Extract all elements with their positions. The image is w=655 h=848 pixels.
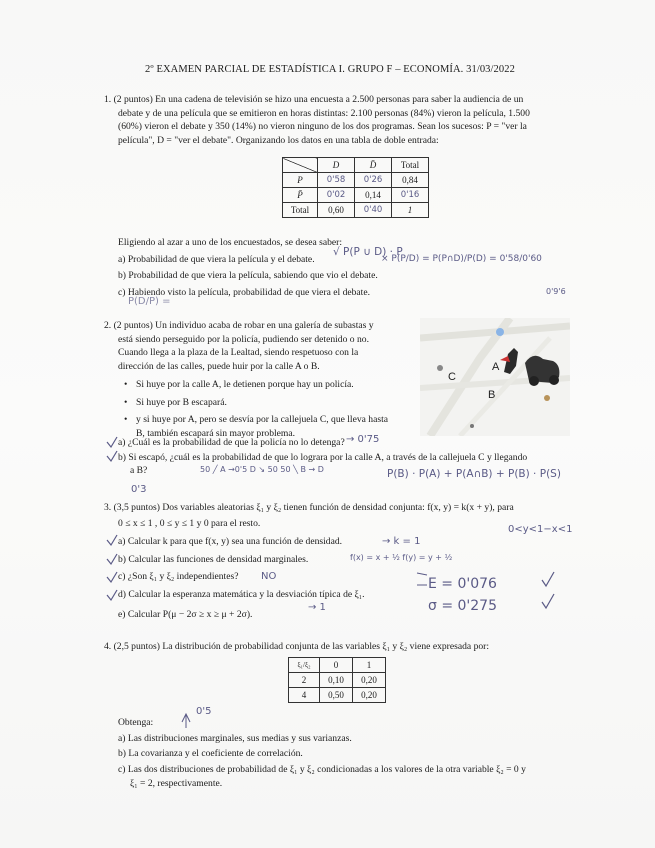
q1-note-a: √ P(P ∪ D) · P <box>333 246 403 258</box>
table-row <box>283 203 429 218</box>
q1-item-a: a) Probabilidad de que viera la película y el debate. <box>118 253 315 265</box>
q4-statement <box>104 640 489 654</box>
q4-obtenga: Obtenga: <box>118 717 154 728</box>
table-cell: 0,14 <box>355 188 392 203</box>
table-corner-cell <box>283 158 318 173</box>
q3-item-e: e) Calcular P(μ − 2σ ≥ x ≥ μ + 2σ). <box>118 608 253 620</box>
q3-note-b: f(x) = x + ½ f(y) = y + ½ <box>350 553 453 562</box>
q1-line: 1. (2 puntos) En una cadena de televisión se hizo una encuesta a 2.500 personas para saber la audiencia de un <box>104 94 524 105</box>
q2-bullet <box>104 378 388 392</box>
q2-line: está siendo perseguido por la policía, pudiendo ser detenido o no. <box>118 333 369 345</box>
q3-note-a: → k = 1 <box>382 536 421 547</box>
q2-bullet-text: Si huye por B escapará. <box>136 396 227 408</box>
q2-bullet <box>104 396 388 410</box>
q1-item-c: c) Habiendo visto la película, probabilidad de que viera el debate. <box>118 287 371 299</box>
q1-contingency-table <box>282 157 429 218</box>
q3-note-range: 0<y<1−x<1 <box>508 524 573 535</box>
q1-note-b-result: 0'9'6 <box>546 287 566 296</box>
q4-note-a: 0'5 <box>196 706 212 717</box>
q2-line: dirección de las calles, puede huir por la calle A o B. <box>118 361 320 373</box>
q2-bullet-text: Si huye por la calle A, le detienen porque hay un policía. <box>136 378 354 390</box>
q1-item-b: b) Probabilidad de que viera la película, sabiendo que vio el debate. <box>118 270 378 282</box>
q2-bullet <box>104 413 388 427</box>
q2-note-result: 0'3 <box>131 484 147 495</box>
table-header-cell: 1 <box>353 658 386 673</box>
q1-note-b: × P(P/D) = P(P∩D)/P(D) = 0'58/0'60 <box>381 254 542 264</box>
q3-statement <box>104 501 514 530</box>
table-row <box>283 188 429 203</box>
q4-items <box>118 716 526 791</box>
q2-bullet-cont: B, también escapará sin mayor problema. <box>136 427 296 439</box>
map-pin-icon <box>496 328 504 336</box>
table-cell-handwritten: 0'16 <box>392 188 429 203</box>
table-row <box>289 673 386 688</box>
table-header-cell: D <box>318 158 355 173</box>
map-label-b: B <box>488 389 496 401</box>
q3-note-e: → 1 <box>308 602 326 613</box>
q2-statement <box>104 319 388 441</box>
table-header-cell: D̄ <box>355 158 392 173</box>
table-cell: 0,50 <box>320 688 353 703</box>
table-cell: P <box>283 173 318 188</box>
q2-note-formula: P(B) · P(A) + P(A∩B) + P(B) · P(S) <box>387 468 561 480</box>
q3-item-c: c) ¿Son ξ₁ y ξ₂ independientes? <box>118 571 239 583</box>
q4-item-a: a) Las distribuciones marginales, sus medias y sus varianzas. <box>118 732 352 744</box>
q1-intro: Eligiendo al azar a uno de los encuestados, se desea saber: <box>118 237 343 248</box>
table-header-cell: ξ₁/ξ₂ <box>289 658 320 673</box>
q1-statement <box>104 93 530 148</box>
q2-item-b: b) Si escapó, ¿cuál es la probabilidad de que lo lograra por la calle A, a través de la callejuela C y llegando <box>118 451 528 463</box>
map-label-a: A <box>492 361 500 373</box>
table-cell: P̄ <box>283 188 318 203</box>
q3-items <box>118 535 365 622</box>
table-cell-handwritten: 0'26 <box>355 173 392 188</box>
q2-bullet-text: y si huye por A, pero se desvía por la callejuela C, que lleva hasta <box>136 414 389 426</box>
table-header-row <box>283 158 429 173</box>
exam-title: 2º EXAMEN PARCIAL DE ESTADÍSTICA I. GRUPO F – ECONOMÍA. 31/03/2022 <box>145 64 515 75</box>
q3-item-a: a) Calcular k para que f(x, y) sea una función de densidad. <box>118 536 343 547</box>
q2-line: Cuando llega a la plaza de la Lealtad, siendo respetuoso con la <box>118 347 359 359</box>
q4-item-c: c) Las dos distribuciones de probabilidad de ξ₁ y ξ₂ condicionadas a los valores de la otra variable ξ₂ = 0 y <box>118 764 526 776</box>
q2-note-tree: 50 ╱ A →0'5 D ↘ 50 50 ╲ B → D <box>200 465 324 474</box>
q4-line: 4. (2,5 puntos) La distribución de probabilidad conjunta de las variables ξ₁ y ξ₂ viene expresada por: <box>104 641 490 652</box>
bullet-dot: • <box>124 378 128 390</box>
table-cell-handwritten: 0'02 <box>318 188 355 203</box>
table-cell: 2 <box>289 673 320 688</box>
table-cell-handwritten: 0'40 <box>355 203 392 218</box>
q3-line: 0 ≤ x ≤ 1 , 0 ≤ y ≤ 1 y 0 para el resto. <box>118 517 261 529</box>
q3-note-c: NO <box>261 571 277 582</box>
q3-item-d: d) Calcular la esperanza matemática y la desviación típica de ξ₁. <box>118 589 365 601</box>
q2-line: 2. (2 puntos) Un individuo acaba de robar en una galería de subastas y <box>104 320 374 331</box>
table-cell: Total <box>283 203 318 218</box>
q3-item-b: b) Calcular las funciones de densidad marginales. <box>118 553 309 565</box>
table-cell: 0,20 <box>353 688 386 703</box>
bullet-dot: • <box>124 414 128 426</box>
plaza-map-image <box>420 318 570 436</box>
q2-item-a: a) ¿Cuál es la probabilidad de que la policía no lo detenga? <box>118 437 345 448</box>
q1-line: película", D = "ver el debate". Organizando los datos en una tabla de doble entrada: <box>118 135 439 147</box>
table-cell-handwritten: 0'58 <box>318 173 355 188</box>
q4-item-c-cont: ξ₁ = 2, respectivamente. <box>130 777 223 789</box>
q4-distribution-table <box>288 657 386 703</box>
table-row <box>289 688 386 703</box>
q3-note-esperanza: E = 0'076 <box>428 576 497 592</box>
q1-line: debate y de una película que se emitieron en horas distintas: 2.100 personas (84%) vieron la película, 1.500 <box>118 107 530 119</box>
map-label-c: C <box>448 371 456 383</box>
bullet-dot: • <box>124 396 128 408</box>
table-header-cell: 0 <box>320 658 353 673</box>
q2-item-b-cont: a B? <box>130 465 148 477</box>
table-cell: 1 <box>392 203 429 218</box>
table-cell: 0,84 <box>392 173 429 188</box>
q1-line: (60%) vieron el debate y 350 (14%) no vieron ninguno de los dos programas. Sean los sucesos: P = "ver la <box>118 121 527 133</box>
q3-line: 3. (3,5 puntos) Dos variables aleatorias ξ₁ y ξ₂ tienen función de densidad conjunta: f(x, y) = k(x + y), para <box>104 502 514 513</box>
table-header-row <box>289 658 386 673</box>
table-row <box>283 173 429 188</box>
table-header-cell: Total <box>392 158 429 173</box>
table-cell: 0,10 <box>320 673 353 688</box>
table-cell: 4 <box>289 688 320 703</box>
q4-item-b: b) La covarianza y el coeficiente de correlación. <box>118 748 303 760</box>
table-cell: 0,20 <box>353 673 386 688</box>
table-cell: 0,60 <box>318 203 355 218</box>
q3-note-sigma: σ = 0'275 <box>428 598 497 614</box>
q1-note-c: P(D/P) = <box>128 296 171 307</box>
q2-note-a: → 0'75 <box>346 434 380 445</box>
